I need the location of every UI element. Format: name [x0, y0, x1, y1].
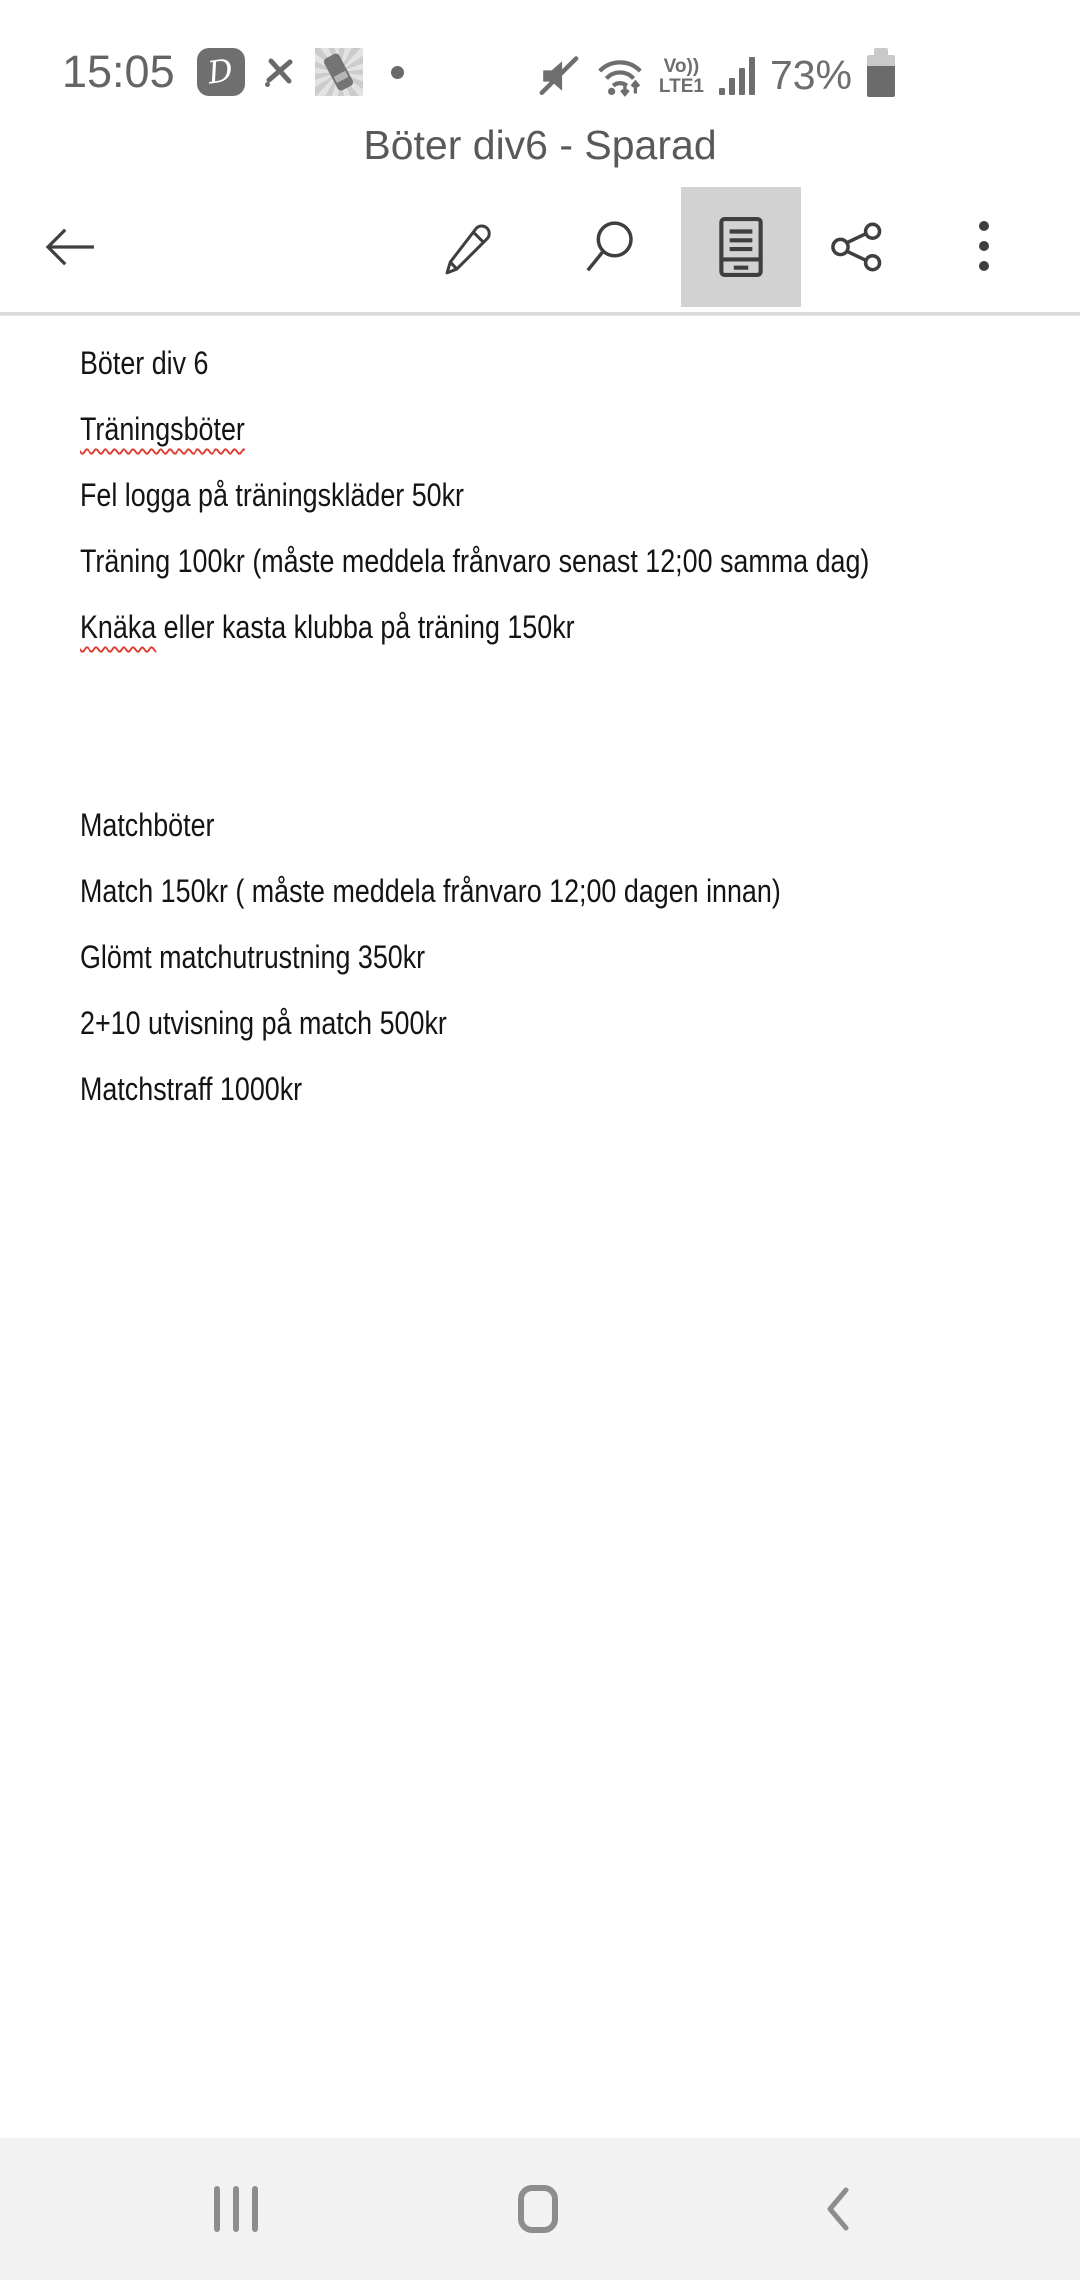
three-dots-icon: [977, 219, 991, 275]
text-run: Glömt matchutrustning 350kr: [80, 939, 426, 975]
doc-paragraph: [80, 924, 886, 990]
wifi-icon: [596, 55, 644, 97]
signal-strength-icon: [719, 51, 755, 97]
doc-paragraph: [80, 528, 886, 594]
clock: 15:05: [62, 46, 175, 97]
doc-paragraph: [80, 792, 886, 858]
photo-notification-icon: [315, 48, 363, 96]
document-body[interactable]: [0, 316, 1080, 2138]
title-bar: [0, 114, 1080, 176]
doc-paragraph: [80, 858, 886, 924]
nav-back-button[interactable]: [792, 2138, 884, 2280]
volte-indicator: Vo)) LTE1: [658, 55, 704, 97]
document-title: Böter div6 - Sparad: [363, 121, 717, 168]
battery-icon: [867, 48, 895, 97]
overflow-menu-button[interactable]: [924, 187, 1044, 307]
home-icon: [518, 2185, 558, 2233]
toolbar: [0, 186, 1080, 308]
doc-paragraph: [80, 726, 886, 792]
edit-button[interactable]: [407, 187, 527, 307]
text-run: 2+10 utvisning på match 500kr: [80, 1005, 447, 1041]
battery-percent: 73%: [769, 51, 852, 98]
search-button[interactable]: [550, 187, 670, 307]
mute-icon: [539, 55, 581, 97]
doc-paragraph: [80, 594, 886, 660]
doc-paragraph: [80, 330, 886, 396]
status-icons: [539, 48, 895, 97]
crossed-lines-icon: [263, 55, 297, 89]
text-run: Match 150kr ( måste meddela frånvaro 12;00 dagen innan): [80, 873, 781, 909]
text-run: Matchstraff 1000kr: [80, 1071, 303, 1107]
search-icon: [583, 219, 637, 275]
text-run: Träning 100kr (måste meddela frånvaro senast 12;00 samma dag): [80, 543, 870, 579]
doc-paragraph: [80, 990, 886, 1056]
share-button[interactable]: [798, 187, 918, 307]
back-arrow-icon: [43, 225, 97, 269]
home-button[interactable]: [492, 2138, 584, 2280]
text-run: Fel logga på träningskläder 50kr: [80, 477, 465, 513]
doc-paragraph: [80, 660, 886, 726]
mobile-view-button[interactable]: [681, 187, 801, 307]
mobile-view-icon: [718, 216, 764, 278]
misspelled-word: Träningsböter: [80, 411, 245, 447]
misspelled-word: Knäka: [80, 609, 157, 645]
notification-icons: [197, 48, 404, 96]
pencil-icon: [439, 219, 495, 275]
back-button[interactable]: [10, 187, 130, 307]
text-run: eller kasta klubba på träning 150kr: [156, 609, 575, 645]
recent-apps-icon: [214, 2186, 258, 2232]
nav-back-icon: [824, 2185, 852, 2233]
doc-paragraph: [80, 1056, 886, 1122]
text-run: Matchböter: [80, 807, 215, 843]
more-notifications-dot-icon: [391, 66, 404, 79]
recent-apps-button[interactable]: [190, 2138, 282, 2280]
android-nav-bar: [0, 2138, 1080, 2280]
doc-paragraph: [80, 396, 886, 462]
text-run: Böter div 6: [80, 345, 209, 381]
share-icon: [830, 221, 886, 273]
disney-plus-icon: D: [197, 48, 245, 96]
doc-paragraph: [80, 462, 886, 528]
